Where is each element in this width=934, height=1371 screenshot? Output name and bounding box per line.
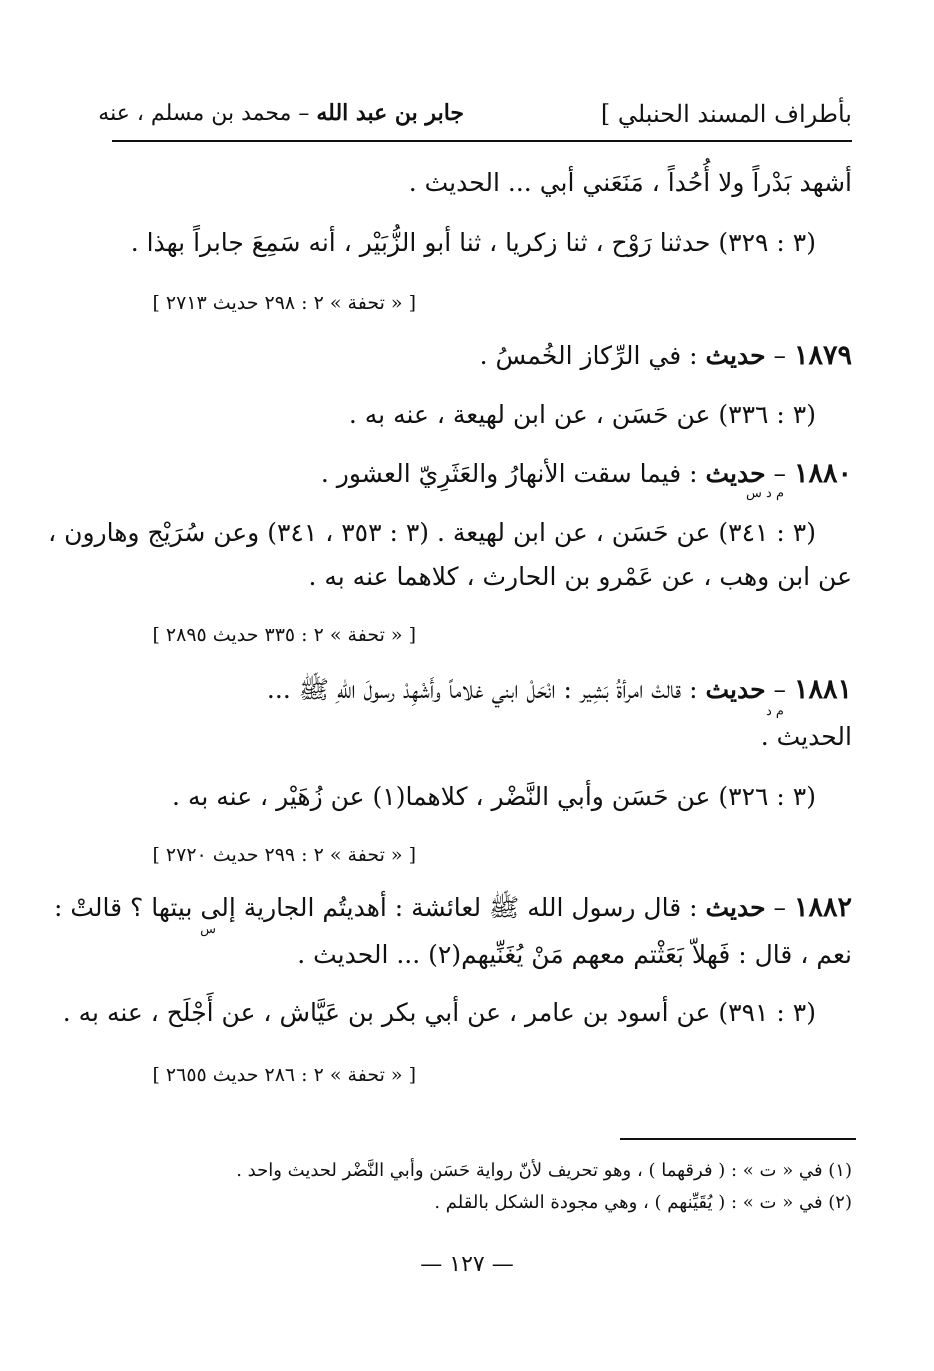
- hadith-number: ١٨٨١: [793, 674, 852, 705]
- hadith-keyword: حديث: [705, 459, 766, 488]
- source-line: عن ابن وهب ، عن عَمْرو بن الحارث ، كلاهما عنه به .: [308, 562, 852, 591]
- hadith-entry-1879: [480, 340, 852, 371]
- running-header-section: [98, 100, 464, 126]
- hadith-number: ١٨٧٩: [793, 340, 852, 371]
- hadith-text: : في الرِّكاز الخُمسُ .: [479, 341, 706, 370]
- footnote-2: (٢) في « ت » : ( يُقَيِّنهم ) ، وهي مجودة الشكل بالقلم .: [434, 1192, 852, 1213]
- hadith-keyword: حديث: [705, 341, 766, 370]
- hadith-text: : قالتْ امرأةُ بَشِير : انْحَلْ ابني غلاماً وأَشْهِدْ رسولَ اللهِ ﷺ ...: [266, 675, 706, 704]
- page-number: — ١٢٧ —: [420, 1252, 514, 1277]
- hadith-entry-1882: [54, 892, 852, 929]
- source-line: (٣ : ٣٩١) عن أسود بن عامر ، عن أبي بكر بن عَيَّاش ، عن أَجْلَح ، عنه به .: [62, 998, 816, 1027]
- tuhfa-reference: [ « تحفة » ٢ : ٢٨٦ حديث ٢٦٥٥ ]: [152, 1064, 416, 1086]
- source-line: (٣ : ٣٤١) عن حَسَن ، عن ابن لهيعة . (٣ : ٣٥٣ ، ٣٤١) وعن سُرَيْج وهارون ،: [48, 518, 816, 547]
- dash: –: [765, 675, 794, 704]
- hadith-text: : قال رسول الله ﷺ لعائشة : أهديتُم الجارية إلى بيتها ؟ قالتْ :: [53, 893, 706, 922]
- tuhfa-reference: [ « تحفة » ٢ : ٢٩٩ حديث ٢٧٢٠ ]: [152, 844, 416, 866]
- hadith-text-continued: الحديث .: [760, 722, 852, 751]
- hadith-number: ١٨٨٠: [793, 458, 852, 489]
- tuhfa-reference: [ « تحفة » ٢ : ٢٩٨ حديث ٢٧١٣ ]: [152, 292, 416, 314]
- hadith-text: : فيما سقت الأنهارُ والعَثَرِيّ العشور .: [320, 459, 706, 488]
- dash: –: [765, 893, 794, 922]
- collection-marks: م د س: [746, 486, 784, 501]
- hadith-keyword: حديث: [705, 893, 766, 922]
- collection-marks: س: [200, 922, 216, 937]
- hadith-text-continued: نعم ، قال : فَهلاّ بَعَثْتم معهم مَنْ يُغَنِّيهم(٢) ... الحديث .: [297, 940, 852, 969]
- dash: –: [765, 341, 794, 370]
- text-line: أشهد بَدْراً ولا أُحُداً ، مَنَعَني أبي ... الحديث .: [408, 168, 852, 197]
- hadith-number: ١٨٨٢: [793, 892, 852, 923]
- footnote-1: (١) في « ت » : ( فرقهما ) ، وهو تحريف لأنّ رواية حَسَن وأبي النَّضْر لحديث واحد .: [236, 1160, 852, 1181]
- hadith-entry-1880: [321, 458, 852, 489]
- section-bold: جابر بن عبد الله: [316, 100, 464, 126]
- running-header-title: بأطراف المسند الحنبلي ]: [600, 100, 852, 128]
- tuhfa-reference: [ « تحفة » ٢ : ٣٣٥ حديث ٢٨٩٥ ]: [152, 624, 416, 646]
- collection-marks: م د: [766, 704, 784, 719]
- hadith-entry-1881: [267, 674, 852, 711]
- section-rest: – محمد بن مسلم ، عنه: [98, 101, 310, 126]
- footnote-rule: [620, 1138, 856, 1140]
- hadith-keyword: حديث: [705, 675, 766, 704]
- source-line: (٣ : ٣٢٦) عن حَسَن وأبي النَّضْر ، كلاهما(١) عن زُهَيْر ، عنه به .: [172, 782, 816, 811]
- dash: –: [765, 459, 794, 488]
- source-line: (٣ : ٣٢٩) حدثنا رَوْح ، ثنا زكريا ، ثنا أبو الزُّبَيْر ، أنه سَمِعَ جابراً بهذا .: [130, 228, 816, 257]
- source-line: (٣ : ٣٣٦) عن حَسَن ، عن ابن لهيعة ، عنه به .: [348, 400, 816, 429]
- header-rule: [112, 140, 852, 142]
